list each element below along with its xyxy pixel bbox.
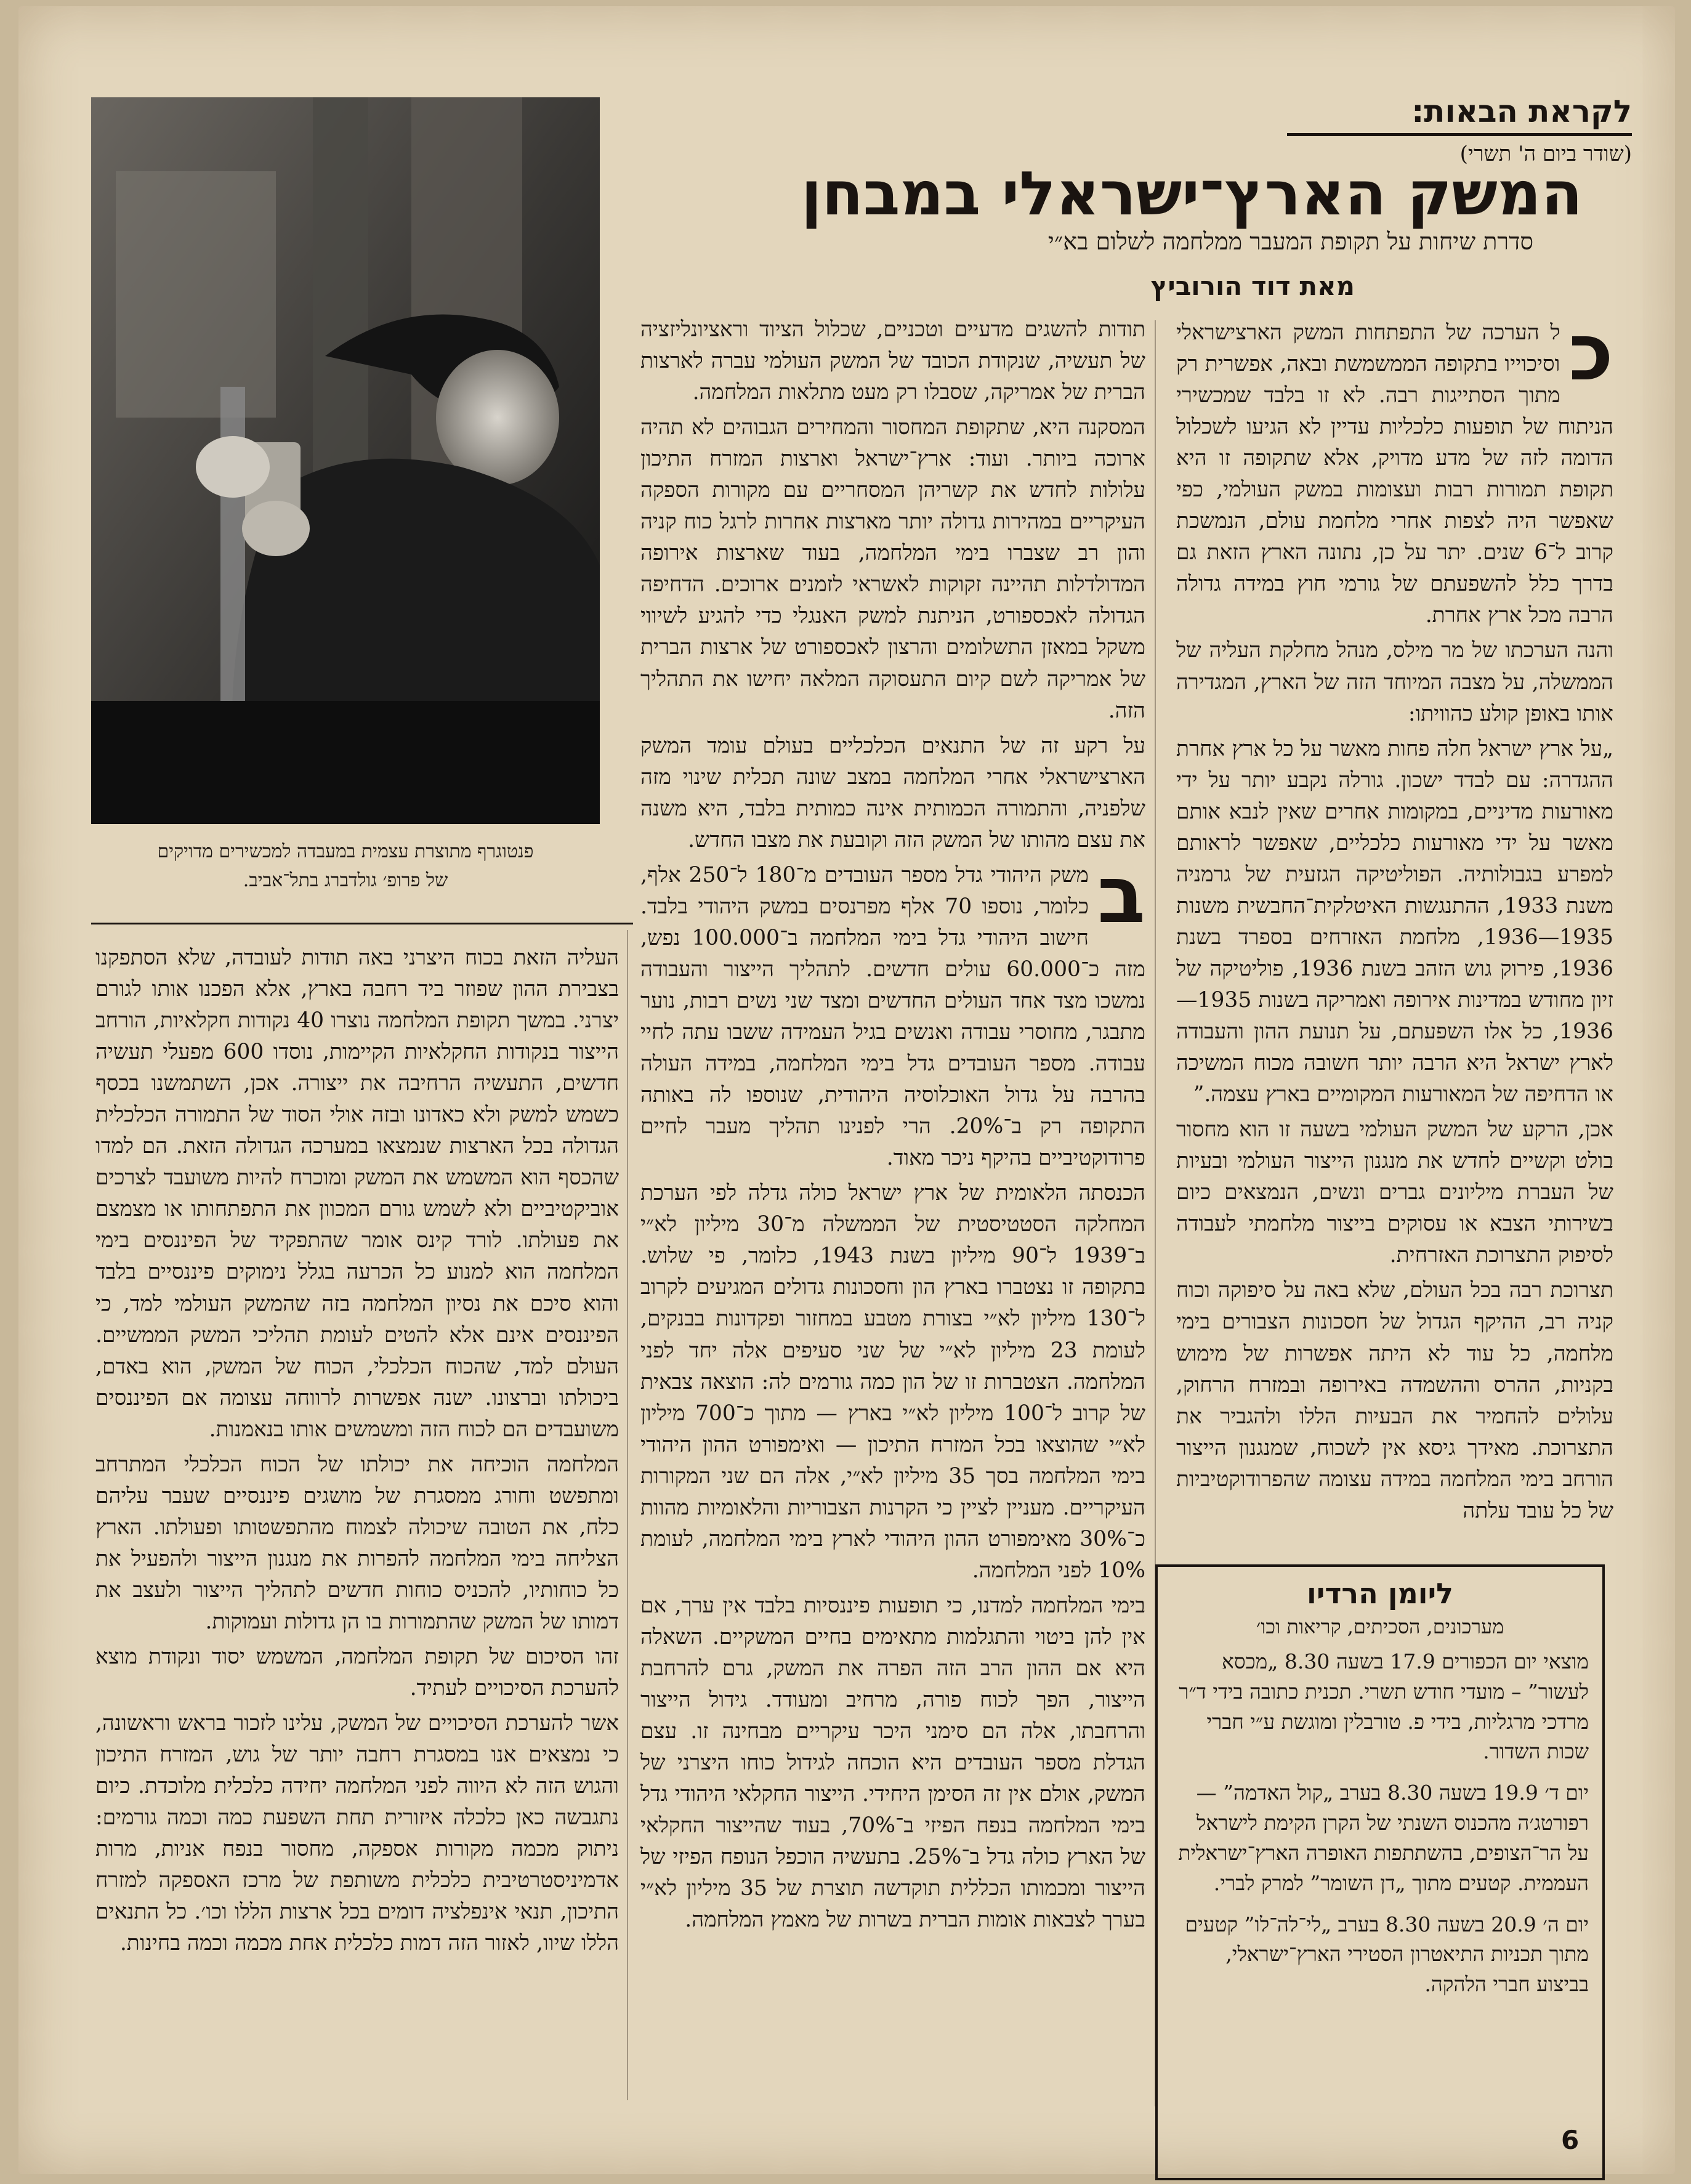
radio-diary-entry: יום ד׳ 19.9 בשעה 8.30 בערב „קול האדמה” — רפורטג׳ה מהכנוס השנתי של הקרן הקימת לישראל על הר־הצופים, בהשתתפות האופרה הארץ־ישראלית העממית. קטעים מתוך „דן השומר” למרק לברי.	[1178, 1781, 1589, 1895]
radio-diary-box	[1155, 1564, 1605, 2180]
page-number: 6	[1561, 2125, 1580, 2155]
article-quote: „על ארץ ישראל חלה פחות מאשר על כל ארץ אחרת ההגדרה: עם לבדד ישכון. גורלה נקבע יותר על ידי מאורעות מדיניים, במקומות אחרים שאין לנבא אותם מאשר על ידי מאורעות כלכליים, שאפשר לראותם למפרע בגבולותיה. הפוליטיקה הגזעית של גרמניה משנת 1933, ההתנגשות האיטלקית־החבשית משנות 1935—1936, מלחמת האזרחים בספרד בשנת 1936, פירוק גוש הזהב בשנת 1936, פוליטיקה של זיון מחודש במדינות אירופה ואמריקה בשנות 1935—1936, כל אלו השפעתם, על תנועת ההון והעבודה לארץ ישראל היא הרבה יותר חשובה מכוח המשיכה או הדחיפה של המאורעות המקומיים בארץ עצמה.”	[1176, 736, 1613, 1107]
article-paragraph: זהו הסיכום של תקופת המלחמה, המשמש יסוד ונקודת מוצא להערכת הסיכויים לעתיד.	[95, 1644, 619, 1701]
radio-diary-subtitle: מערכונים, הסכיתים, קריאות וכו׳	[1256, 1615, 1504, 1638]
article-paragraph: המלחמה הוכיחה את יכולתו של הכוח הכלכלי המתרחב ומתפשט וחורג ממסגרת של מושגים פיננסיים שעבר עליהם כלח, את הטובה שיכולה לצמוח מהתפשטותו ופעולתו. הארץ הצליחה בימי המלחמה להפרות את מנגנון הייצור ולהפעיל את כל כוחותיו, להכניס כוחות חדשים לתהליך הייצור ולעצב את דמותו של המשק שהתמורות בו הן גדולות ועמוקות.	[95, 1452, 619, 1634]
paragraph-text: משק היהודי גדל מספר העובדים מ־180 ל־250 אלף, כלומר, נוספו 70 אלף מפרנסים במשק היהודי בלבד. חישוב היהודי גדל בימי המלחמה ב־100.000 נפש, מזה כ־60.000 עולים חדשים. לתהליך הייצור והעבודה נמשכו מצד אחד העולים החדשים ומצד שני נשים רבות, נוער מתבגר, מחוסרי עבודה ואנשים בגיל העמידה ששבו עתה לחיי עבודה. מספר העובדים גדל בימי המלחמה, במידה העולה בהרבה על גדול האוכלוסיה היהודית, שנוספו לה באותה התקופה רק ב־20%. הרי לפנינו תהליך מעבר לחיים פרודוקטיביים בהיקף ניכר מאוד.	[640, 862, 1146, 1171]
photo-caption-line: של פרופ׳ גולדברג בתל־אביב.	[243, 869, 448, 891]
article-paragraph	[640, 849, 1146, 1174]
section-title: לקראת הבאות:	[1287, 94, 1632, 136]
article-paragraph: אכן, הרקע של המשק העולמי בשעה זו הוא מחסור בולט וקשיים לחדש את מנגנון הייצור העולמי ובעיות של העברת מיליונים גברים ונשים, הנמצאים כיום בשירותי הצבא או עסוקים בייצור מלחמתי לעבודה לסיפוק התצרוכת האזרחית.	[1176, 1117, 1613, 1268]
article-author: מאת דוד הורוביץ	[1150, 271, 1355, 301]
photo-illustration	[91, 97, 600, 824]
magazine-page	[18, 6, 1675, 2174]
divider-rule	[91, 923, 633, 924]
photo-caption-line: פנטוגרף מתוצרת עצמית במעבדה למכשירים מדויקים	[157, 841, 534, 862]
article-paragraph: והנה הערכתו של מר מילס, מנהל מחלקת העליה של הממשלה, על מצבה המיוחד הזה של הארץ, המגדירה אותו באופן קולע כהוויתו:	[1176, 638, 1613, 726]
article-column-left	[95, 942, 619, 1964]
article-column-right	[1176, 307, 1613, 1531]
article-photo	[91, 97, 600, 824]
radio-diary-entry: מוצאי יום הכפורים 17.9 בשעה 8.30 „מכסא לעשור” – מועדי חודש תשרי. תכנית כתובה בידי ד״ר מרדכי מרגליות, בידי פ. טורבלין ומוגשת ע״י חברי שכות השדור.	[1179, 1649, 1589, 1764]
article-paragraph: הכנסתה הלאומית של ארץ ישראל כולה גדלה לפי הערכת המחלקה הסטטיסטית של הממשלה מ־30 מיליון לא״י ב־1939 ל־90 מיליון בשנת 1943, כלומר, פי שלוש. בתקופה זו נצטברו בארץ הון וחסכונות גדולים המגיעים לקרוב ל־130 מיליון לא״י בצורת מטבע במחזור ופקדונות בבנקים, לעומת 23 מיליון לא״י של שני סעיפים אלה יחד לפני המלחמה. הצטברות זו של הון כמה גורמים לה: הוצאה צבאית של קרוב ל־100 מיליון לא״י בארץ — מתוך כ־700 מיליון לא״י שהוצאו בכל המזרח התיכון — ואימפורט ההון היהודי בימי המלחמה בסך 35 מיליון לא״י, אלה הם שני המקורות העיקריים. מעניין לציין כי הקרנות הצבוריות והלאומיות מהוות כ־30% מאימפורט ההון היהודי לארץ בימי המלחמה, לעומת 10% לפני המלחמה.	[640, 1181, 1146, 1583]
dropcap: כ	[1568, 307, 1613, 398]
article-paragraph	[1176, 307, 1613, 631]
article-headline: המשק הארץ־ישראלי במבחן	[801, 159, 1583, 229]
article-paragraph: בימי המלחמה למדנו, כי תופעות פיננסיות בלבד אין ערך, אם אין להן ביטוי והתגלמות מתאימים בחיים המשקיים. השאלה היא אם ההון הרב הזה הפרה את המשק, גרם להרחבת הייצור, הפך לכוח פורה, מרחיב ומעודד. גידול הייצור והרחבתו, אלה הם סימני היכר עיקריים מבחינה זו. עצם הגדלת מספר העובדים היא הוכחה לגידול כוחו היצרני של המשק, אולם אין זה הסימן היחידי. הייצור החקלאי היהודי גדל בימי המלחמה בנפח הפיזי ב־70%, בעוד שהייצור החקלאי של הארץ כולה גדל ב־25%. בתעשיה הוכפל הנופח הפיזי של הייצור ומכמותו הכללית תוקדשה תוצרת של 35 מיליון לא״י בערך לצבאות אומות הברית בשרות של מאמץ המלחמה.	[640, 1593, 1146, 1933]
article-paragraph: על רקע זה של התנאים הכלכליים בעולם עומד המשק הארצישראלי אחרי המלחמה במצב שונה תכלית שינוי מזה שלפניה, והתמורה הכמותית אינה כמותית בלבד, היא משנה את עצם מהותו של המשק הזה וקובעת את מצבו החדש.	[640, 733, 1145, 852]
article-paragraph: אשר להערכת הסיכויים של המשק, עלינו לזכור בראש וראשונה, כי נמצאים אנו במסגרת רחבה יותר של גוש, המזרח התיכון והגוש הזה לא היווה לפני המלחמה יחידה כלכלית מלוכדת. כיום נתגבשה כאן כלכלה איזורית תחת השפעת כמה וכמה גורמים: ניתוק מכמה מקורות אספקה, מחסור בנפח אניות, מרות אדמיניסטרטיבית כלכלית משותפת של מרכז האספקה למזרח התיכון, תנאי אינפלציה דומים בכל ארצות הללו וכו׳. כל התנאים הללו שיוו, לאזור הזה דמות כלכלית אחת מכמה וכמה בחינות.	[95, 1711, 619, 1956]
photo-caption	[91, 838, 600, 895]
article-paragraph: המסקנה היא, שתקופת המחסור והמחירים הגבוהים לא תהיה ארוכה ביותר. ועוד: ארץ־ישראל וארצות המזרח התיכון עלולות לחדש את קשריהן המסחריים עם מקורות הספקה העיקריים במהירות גדולה יותר מארצות אחרות לרגל כוח קניה והון רב שצברו בימי המלחמה, בעוד שארצות אירופה המדולדלות תהיינה זקוקות לאשראי לזמנים ארוכים. הדחיפה הגדולה לאכספורט, הניתנת למשק האנגלי כדי להגיע לשיווי משקל במאזן התשלומים והרצון לאכספורט של ארצות הברית של אמריקה לשם קיום התעסוקה המלאה יחישו את התהליך הזה.	[640, 415, 1145, 723]
radio-diary-title: ליומן הרדיו	[1307, 1577, 1453, 1610]
article-paragraph: תצרוכת רבה בכל העולם, שלא באה על סיפוקה וכוח קניה רב, ההיקף הגדול של חסכונות הצבורים בימי מלחמה, כל עוד לא היתה אפשרות של מימוש בקניות, ההרס וההשמדה באירופה ובמזרח הרחוק, עלולים להחמיר את הבעיות הללו ולהגביר את התצרוכת. מאידך גיסא אין לשכוח, שמנגנון הייצור הורחב בימי המלחמה במידה עצומה שהפרודוקטיביות של כל עובד עלתה	[1176, 1278, 1613, 1523]
broadcast-date-note: (שודר ביום ה' תשרי)	[1459, 142, 1632, 166]
column-divider	[627, 930, 628, 2100]
article-paragraph: העליה הזאת בכוח היצרני באה תודות לעובדה, שלא הסתפקנו בצבירת ההון שפוזר ביד רחבה בארץ, אלא הפכנו אותו לגורם יצרני. במשך תקופת המלחמה נוצרו 40 נקודות חקלאיות, הורחב הייצור בנקודות החקלאיות הקיימות, נוסדו 600 מפעלי תעשיה חדשים, התעשיה הרחיבה את ייצורה. אכן, השתמשנו בכסף כשמש למשק ולא כאדונו ובזה אולי הסוד של התמורה הכלכלית הגדולה בכל הארצות שנמצאו במערכה הגדולה הזאת. הם למדו שהכסף הוא המשמש את המשק ומוכרח להיות משועבד לצרכים אוביקטיביים ולא לשמש גורם המכוון את התפתחותו או מצמצם את פעולתו. לורד קינס אומר שהתפקיד של הפיננסים בימי המלחמה הוא למנוע כל הכרעה בגלל נימוקים פיננסיים בלבד והוא סיכם את נסיון המלחמה בזה שהמשק העולמי למד, כי הפיננסים אינם אלא להטים לעומת תהליכי המשק הממשיים. העולם למד, שהכוח הכלכלי, הכוח של המשק, הוא באדם, ביכולתו וברצונו. ישנה אפשרות לרווחה עצומה אם הפיננסים משועבדים הם לכוח הזה ומשמשים אותו בנאמנות.	[95, 945, 619, 1442]
dropcap: ב	[1097, 849, 1145, 941]
article-paragraph: תודות להשגים מדעיים וטכניים, שכלול הציוד וראציונליזציה של תעשיה, שנקודת הכובד של המשק העולמי עברה לארצות הברית של אמריקה, שסבלו רק מעט מתלאות המלחמה.	[640, 317, 1145, 405]
article-subheadline: סדרת שיחות על תקופת המעבר ממלחמה לשלום בא״י	[1047, 228, 1533, 255]
paragraph-text: ל הערכה של התפתחות המשק הארצישראלי וסיכוייו בתקופה הממשמשת ובאה, אפשרית רק מתוך הסתייגות רבה. לא זו בלבד שמכשירי הניתוח של תופעות כלכליות עדיין לא הגיעו לשכלול הדומה לזה של מדע מדויק, אלא שתקופה זו היא תקופת תמורות רבות ועצומות במשק העולמי, כפי שאפשר היה לצפות אחרי מלחמת עולם, הנמשכת קרוב ל־6 שנים. יתר על כן, נתונה הארץ הזאת גם בדרך כלל להשפעתם של גורמי חוץ במידה גדולה הרבה מכל ארץ אחרת.	[1176, 320, 1613, 628]
article-column-middle	[640, 314, 1145, 1939]
radio-diary-entry: יום ה׳ 20.9 בשעה 8.30 בערב „לי־לה־לו” קטעים מתוך תכניות התיאטרון הסטירי הארץ־ישראלי, בביצוע חברי הלהקה.	[1185, 1912, 1589, 1997]
